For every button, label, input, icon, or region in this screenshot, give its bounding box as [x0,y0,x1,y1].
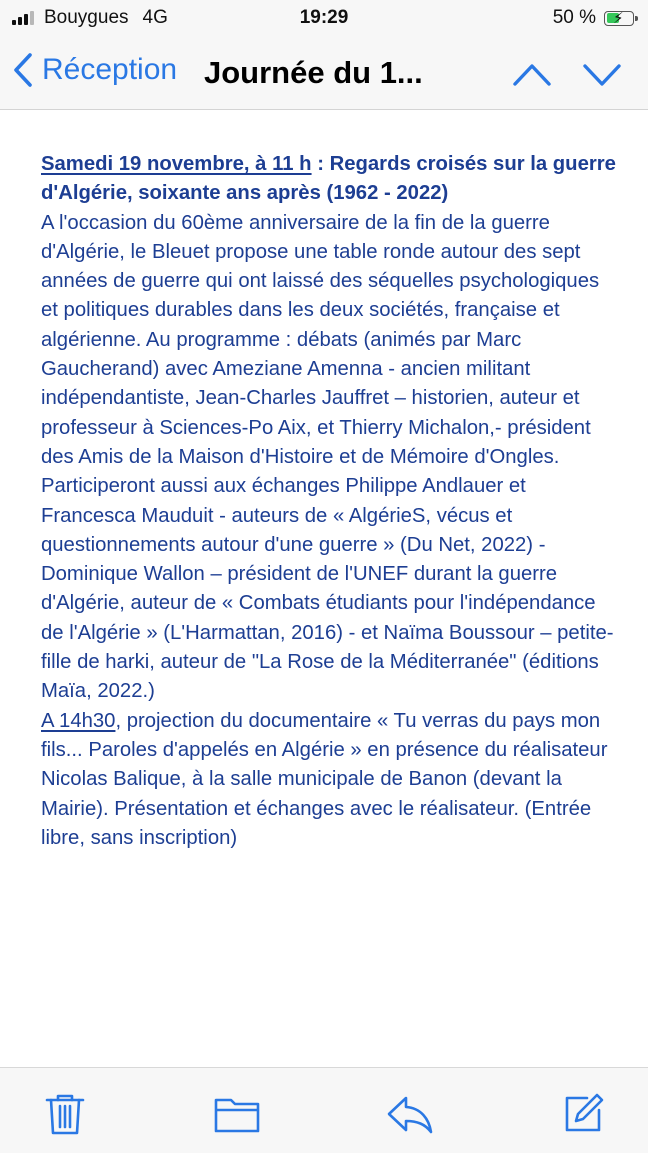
status-right [553,7,634,29]
headline-date-link[interactable]: Samedi 19 novembre, à 11 h [41,153,312,175]
chevron-up-icon[interactable] [512,58,552,90]
back-button-label: Réception [42,53,178,86]
message-paragraph-1: A l'occasion du 60ème anniversaire de la fin de la guerre d'Algérie, le Bleuet propose une table ronde autour des sept années de guerre qui ont laissé des séquelles psychologiques et politiques durables dans les deux sociétés, française et algérienne. Au programme : débats (animés par Marc Gaucherand) avec Ameziane Amenna - ancien militant indépendantiste, Jean-Charles Jauffret – historien, auteur et professeur à Sciences-Po Aix, et Thierry Michalon,- président des Amis de la Maison d'Histoire et de Mémoire d'Ongles. [41,211,600,468]
compose-icon[interactable] [561,1092,605,1136]
network-type: 4G [142,7,168,28]
navigation-bar [0,38,648,110]
battery-icon [604,11,634,26]
status-time: 19:29 [299,7,349,28]
carrier-name: Bouygues [44,7,129,28]
trash-icon[interactable] [43,1092,87,1136]
back-button[interactable] [12,52,177,88]
battery-percent: 50 % [552,7,596,28]
time-link[interactable]: A 14h30 [41,709,116,732]
status-bar [0,0,648,38]
message-body [41,150,616,853]
message-headline [41,150,616,209]
message-subject-title: Journée du 1... [204,55,423,90]
charging-bolt-icon: ⚡ [613,9,624,27]
message-paragraph-3 [41,707,616,853]
chevron-down-icon[interactable] [582,58,622,90]
chevron-left-icon [12,52,34,88]
paragraph-3-text: , projection du documentaire « Tu verras du pays mon fils... Paroles d'appelés en Algérie » en présence du réalisateur Nicolas Balique, à la salle municipale de Banon (devant la Mairie). Présentation et échanges avec le réalisateur. (Entrée libre, sans inscription) [41,709,608,849]
bottom-toolbar [0,1067,648,1153]
reply-icon[interactable] [386,1092,434,1136]
folder-icon[interactable] [213,1092,261,1136]
headline-text: : Regards croisés sur la guerre d'Algérie, soixante ans après (1962 - 2022) [41,153,616,205]
message-paragraph-2: Participeront aussi aux échanges Philippe Andlauer et Francesca Mauduit - auteurs de « AlgérieS, vécus et questionnements autour d'une guerre » (Du Net, 2022) - Dominique Wallon – président de l'UNEF durant la guerre d'Algérie, auteur de « Combats étudiants pour l'indépendance de l'Algérie » (L'Harmattan, 2016) - et Naïma Boussour – petite-fille de harki, auteur de "La Rose de la Méditerranée" (éditions Maïa, 2022.) [41,475,614,703]
